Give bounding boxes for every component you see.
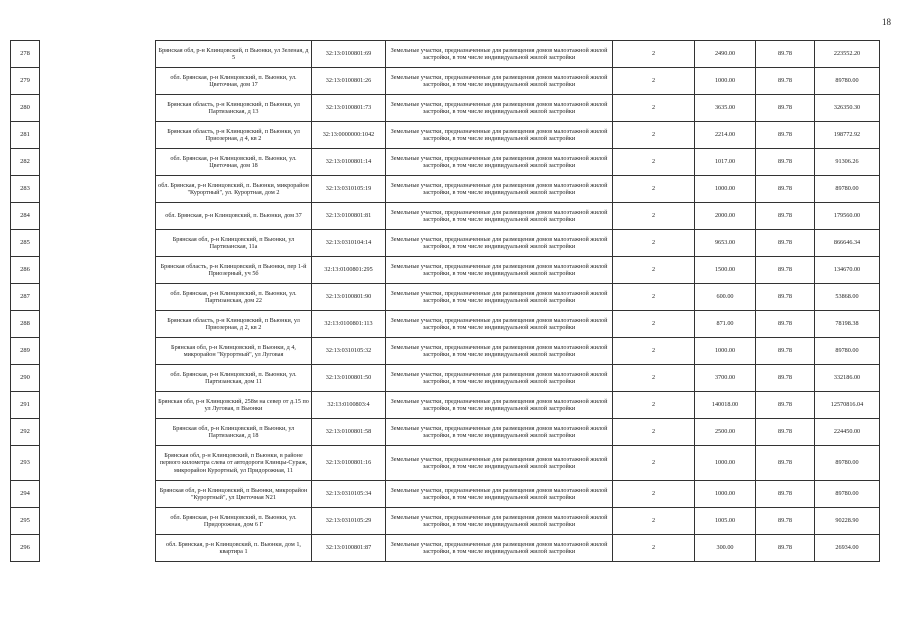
cadastral-number-cell: 32:13:0100801:81 (312, 203, 386, 230)
land-use-cell: Земельные участки, предназначенные для размещения домов малоэтажной жилой застройки, в том числе индивидуальной жилой застройки (386, 338, 613, 365)
row-number-cell: 291 (11, 392, 40, 419)
cadastral-value-cell: 89780.00 (815, 176, 880, 203)
land-use-cell: Земельные участки, предназначенные для размещения домов малоэтажной жилой застройки, в том числе индивидуальной жилой застройки (386, 508, 613, 535)
land-use-cell: Земельные участки, предназначенные для размещения домов малоэтажной жилой застройки, в том числе индивидуальной жилой застройки (386, 68, 613, 95)
spacer-cell (40, 41, 156, 68)
cadastral-number-cell: 32:13:0310105:29 (312, 508, 386, 535)
group-cell: 2 (613, 535, 695, 562)
table-row (11, 419, 880, 446)
spacer-cell (40, 338, 156, 365)
table-row (11, 203, 880, 230)
row-number-cell: 285 (11, 230, 40, 257)
cadastral-value-cell: 26934.00 (815, 535, 880, 562)
area-cell: 3700.00 (695, 365, 756, 392)
spacer-cell (40, 535, 156, 562)
cadastral-value-cell: 90228.90 (815, 508, 880, 535)
land-use-cell: Земельные участки, предназначенные для размещения домов малоэтажной жилой застройки, в том числе индивидуальной жилой застройки (386, 122, 613, 149)
area-cell: 2214.00 (695, 122, 756, 149)
cadastral-value-cell: 91306.26 (815, 149, 880, 176)
group-cell: 2 (613, 392, 695, 419)
land-use-cell: Земельные участки, предназначенные для размещения домов малоэтажной жилой застройки, в том числе индивидуальной жилой застройки (386, 284, 613, 311)
address-cell: Брянская обл, р-н Клинцовский, п Вьюнки, ул Зеленая, д 5 (156, 41, 312, 68)
rate-cell: 89.78 (756, 230, 815, 257)
row-number-cell: 279 (11, 68, 40, 95)
cadastral-number-cell: 32:13:0100801:113 (312, 311, 386, 338)
address-cell: Брянская обл, р-н Клинцовский, п Вьюнки, микрорайон "Курортный", ул Цветочная N21 (156, 481, 312, 508)
cadastral-value-cell: 332186.00 (815, 365, 880, 392)
rate-cell: 89.78 (756, 481, 815, 508)
row-number-cell: 296 (11, 535, 40, 562)
area-cell: 1017.00 (695, 149, 756, 176)
row-number-cell: 292 (11, 419, 40, 446)
land-use-cell: Земельные участки, предназначенные для размещения домов малоэтажной жилой застройки, в том числе индивидуальной жилой застройки (386, 481, 613, 508)
rate-cell: 89.78 (756, 284, 815, 311)
rate-cell: 89.78 (756, 257, 815, 284)
cadastral-number-cell: 32:13:0100801:26 (312, 68, 386, 95)
table-body (11, 41, 880, 562)
cadastral-number-cell: 32:13:0100801:14 (312, 149, 386, 176)
cadastral-number-cell: 32:13:0100801:87 (312, 535, 386, 562)
area-cell: 1005.00 (695, 508, 756, 535)
table-row (11, 95, 880, 122)
area-cell: 3635.00 (695, 95, 756, 122)
group-cell: 2 (613, 230, 695, 257)
cadastral-number-cell: 32:13:0100803:4 (312, 392, 386, 419)
cadastral-number-cell: 32:13:0310105:19 (312, 176, 386, 203)
table-row (11, 392, 880, 419)
rate-cell: 89.78 (756, 41, 815, 68)
area-cell: 1000.00 (695, 68, 756, 95)
table-row (11, 365, 880, 392)
land-use-cell: Земельные участки, предназначенные для размещения домов малоэтажной жилой застройки, в том числе индивидуальной жилой застройки (386, 392, 613, 419)
row-number-cell: 280 (11, 95, 40, 122)
spacer-cell (40, 446, 156, 481)
cadastral-value-cell: 179560.00 (815, 203, 880, 230)
cadastral-value-cell: 12570816.04 (815, 392, 880, 419)
area-cell: 140018.00 (695, 392, 756, 419)
table-row (11, 446, 880, 481)
address-cell: Брянская область, р-н Клинцовский, п Вьюнки, ул Приозерная, д 4, кв 2 (156, 122, 312, 149)
table-row (11, 149, 880, 176)
table-row (11, 257, 880, 284)
cadastral-value-cell: 89780.00 (815, 338, 880, 365)
rate-cell: 89.78 (756, 311, 815, 338)
area-cell: 600.00 (695, 284, 756, 311)
area-cell: 9653.00 (695, 230, 756, 257)
land-use-cell: Земельные участки, предназначенные для размещения домов малоэтажной жилой застройки, в том числе индивидуальной жилой застройки (386, 365, 613, 392)
spacer-cell (40, 176, 156, 203)
rate-cell: 89.78 (756, 419, 815, 446)
rate-cell: 89.78 (756, 149, 815, 176)
row-number-cell: 281 (11, 122, 40, 149)
cadastral-number-cell: 32:13:0000000:1042 (312, 122, 386, 149)
spacer-cell (40, 392, 156, 419)
cadastral-number-cell: 32:13:0100801:90 (312, 284, 386, 311)
rate-cell: 89.78 (756, 176, 815, 203)
group-cell: 2 (613, 68, 695, 95)
group-cell: 2 (613, 257, 695, 284)
table-row (11, 122, 880, 149)
rate-cell: 89.78 (756, 365, 815, 392)
address-cell: Брянская обл, р-н Клинцовский, п Вьюнки, д 4, микрорайон "Курортный", ул Луговая (156, 338, 312, 365)
address-cell: обл. Брянская, р-н Клинцовский, п. Вьюнки, ул. Партизанская, дом 22 (156, 284, 312, 311)
area-cell: 2000.00 (695, 203, 756, 230)
row-number-cell: 286 (11, 257, 40, 284)
group-cell: 2 (613, 446, 695, 481)
table-row (11, 41, 880, 68)
area-cell: 1000.00 (695, 446, 756, 481)
row-number-cell: 287 (11, 284, 40, 311)
table-row (11, 535, 880, 562)
group-cell: 2 (613, 508, 695, 535)
spacer-cell (40, 481, 156, 508)
group-cell: 2 (613, 481, 695, 508)
table-row (11, 508, 880, 535)
group-cell: 2 (613, 149, 695, 176)
group-cell: 2 (613, 284, 695, 311)
area-cell: 2500.00 (695, 419, 756, 446)
row-number-cell: 290 (11, 365, 40, 392)
cadastral-value-cell: 53868.00 (815, 284, 880, 311)
cadastral-number-cell: 32:13:0310105:32 (312, 338, 386, 365)
table-row (11, 230, 880, 257)
cadastral-value-cell: 866646.34 (815, 230, 880, 257)
cadastral-number-cell: 32:13:0100801:58 (312, 419, 386, 446)
cadastral-number-cell: 32:13:0310104:14 (312, 230, 386, 257)
address-cell: Брянская обл, р-н Клинцовский, п Вьюнки, в районе первого километра слева от автодороги Клинцы-Сураж, микрорайон Курортный, ул Придорожная, 11 (156, 446, 312, 481)
address-cell: обл. Брянская, р-н Клинцовский, п. Вьюнки, микрорайон "Курортный", ул. Курортная, дом 2 (156, 176, 312, 203)
spacer-cell (40, 230, 156, 257)
spacer-cell (40, 257, 156, 284)
spacer-cell (40, 203, 156, 230)
address-cell: Брянская обл, р-н Клинцовский, 258м на север от д.15 по ул Луговая, п Вьюнки (156, 392, 312, 419)
table-row (11, 481, 880, 508)
cadastral-value-cell: 89780.00 (815, 446, 880, 481)
cadastral-value-cell: 198772.92 (815, 122, 880, 149)
group-cell: 2 (613, 41, 695, 68)
rate-cell: 89.78 (756, 392, 815, 419)
group-cell: 2 (613, 176, 695, 203)
land-use-cell: Земельные участки, предназначенные для размещения домов малоэтажной жилой застройки, в том числе индивидуальной жилой застройки (386, 230, 613, 257)
row-number-cell: 288 (11, 311, 40, 338)
table-row (11, 311, 880, 338)
group-cell: 2 (613, 122, 695, 149)
area-cell: 2490.00 (695, 41, 756, 68)
spacer-cell (40, 508, 156, 535)
cadastral-value-cell: 223552.20 (815, 41, 880, 68)
address-cell: обл. Брянская, р-н Клинцовский, п. Вьюнки, ул. Цветочная, дом 18 (156, 149, 312, 176)
cadastral-value-cell: 134670.00 (815, 257, 880, 284)
area-cell: 1000.00 (695, 481, 756, 508)
group-cell: 2 (613, 338, 695, 365)
address-cell: обл. Брянская, р-н Клинцовский, п. Вьюнки, ул. Придорожная, дом 6 Г (156, 508, 312, 535)
row-number-cell: 294 (11, 481, 40, 508)
land-use-cell: Земельные участки, предназначенные для размещения домов малоэтажной жилой застройки, в том числе индивидуальной жилой застройки (386, 311, 613, 338)
cadastral-number-cell: 32:13:0310105:34 (312, 481, 386, 508)
table-row (11, 176, 880, 203)
row-number-cell: 289 (11, 338, 40, 365)
land-use-cell: Земельные участки, предназначенные для размещения домов малоэтажной жилой застройки, в том числе индивидуальной жилой застройки (386, 446, 613, 481)
address-cell: обл. Брянская, р-н Клинцовский, п. Вьюнки, дом 1, квартира 1 (156, 535, 312, 562)
row-number-cell: 283 (11, 176, 40, 203)
address-cell: Брянская обл, р-н Клинцовский, п Вьюнки, ул Партизанская, д 18 (156, 419, 312, 446)
spacer-cell (40, 122, 156, 149)
cadastral-number-cell: 32:13:0100801:73 (312, 95, 386, 122)
spacer-cell (40, 284, 156, 311)
cadastral-value-cell: 78198.38 (815, 311, 880, 338)
land-use-cell: Земельные участки, предназначенные для размещения домов малоэтажной жилой застройки, в том числе индивидуальной жилой застройки (386, 203, 613, 230)
row-number-cell: 295 (11, 508, 40, 535)
group-cell: 2 (613, 365, 695, 392)
address-cell: обл. Брянская, р-н Клинцовский, п. Вьюнки, ул. Цветочная, дом 17 (156, 68, 312, 95)
cadastral-value-cell: 89780.00 (815, 481, 880, 508)
rate-cell: 89.78 (756, 95, 815, 122)
group-cell: 2 (613, 95, 695, 122)
table-row (11, 68, 880, 95)
rate-cell: 89.78 (756, 338, 815, 365)
cadastral-value-cell: 224450.00 (815, 419, 880, 446)
land-use-cell: Земельные участки, предназначенные для размещения домов малоэтажной жилой застройки, в том числе индивидуальной жилой застройки (386, 176, 613, 203)
area-cell: 300.00 (695, 535, 756, 562)
area-cell: 1000.00 (695, 338, 756, 365)
group-cell: 2 (613, 311, 695, 338)
cadastral-number-cell: 32:13:0100801:295 (312, 257, 386, 284)
row-number-cell: 278 (11, 41, 40, 68)
land-use-cell: Земельные участки, предназначенные для размещения домов малоэтажной жилой застройки, в том числе индивидуальной жилой застройки (386, 535, 613, 562)
group-cell: 2 (613, 419, 695, 446)
spacer-cell (40, 95, 156, 122)
land-use-cell: Земельные участки, предназначенные для размещения домов малоэтажной жилой застройки, в том числе индивидуальной жилой застройки (386, 149, 613, 176)
address-cell: Брянская область, р-н Клинцовский, п Вьюнки, пер 1-й Приозерный, уч 5б (156, 257, 312, 284)
land-use-cell: Земельные участки, предназначенные для размещения домов малоэтажной жилой застройки, в том числе индивидуальной жилой застройки (386, 95, 613, 122)
cadastral-value-table (10, 40, 880, 562)
cadastral-number-cell: 32:13:0100801:50 (312, 365, 386, 392)
rate-cell: 89.78 (756, 535, 815, 562)
address-cell: Брянская область, р-н Клинцовский, п Вьюнки, ул Партизанская, д 13 (156, 95, 312, 122)
cadastral-number-cell: 32:13:0100801:16 (312, 446, 386, 481)
address-cell: Брянская обл, р-н Клинцовский, п Вьюнки, ул Партизанская, 11а (156, 230, 312, 257)
group-cell: 2 (613, 203, 695, 230)
rate-cell: 89.78 (756, 508, 815, 535)
cadastral-value-cell: 89780.00 (815, 68, 880, 95)
area-cell: 871.00 (695, 311, 756, 338)
land-use-cell: Земельные участки, предназначенные для размещения домов малоэтажной жилой застройки, в том числе индивидуальной жилой застройки (386, 41, 613, 68)
spacer-cell (40, 68, 156, 95)
spacer-cell (40, 311, 156, 338)
cadastral-value-cell: 326350.30 (815, 95, 880, 122)
table-row (11, 284, 880, 311)
cadastral-number-cell: 32:13:0100801:69 (312, 41, 386, 68)
page-number: 18 (882, 17, 891, 27)
rate-cell: 89.78 (756, 203, 815, 230)
address-cell: Брянская область, р-н Клинцовский, п Вьюнки, ул Приозерная, д 2, кв 2 (156, 311, 312, 338)
spacer-cell (40, 419, 156, 446)
address-cell: обл. Брянская, р-н Клинцовский, п. Вьюнки, дом 37 (156, 203, 312, 230)
row-number-cell: 282 (11, 149, 40, 176)
rate-cell: 89.78 (756, 122, 815, 149)
spacer-cell (40, 149, 156, 176)
land-use-cell: Земельные участки, предназначенные для размещения домов малоэтажной жилой застройки, в том числе индивидуальной жилой застройки (386, 419, 613, 446)
row-number-cell: 284 (11, 203, 40, 230)
rate-cell: 89.78 (756, 446, 815, 481)
area-cell: 1000.00 (695, 176, 756, 203)
table-row (11, 338, 880, 365)
address-cell: обл. Брянская, р-н Клинцовский, п. Вьюнки, ул. Партизанская, дом 11 (156, 365, 312, 392)
area-cell: 1500.00 (695, 257, 756, 284)
land-use-cell: Земельные участки, предназначенные для размещения домов малоэтажной жилой застройки, в том числе индивидуальной жилой застройки (386, 257, 613, 284)
row-number-cell: 293 (11, 446, 40, 481)
rate-cell: 89.78 (756, 68, 815, 95)
spacer-cell (40, 365, 156, 392)
